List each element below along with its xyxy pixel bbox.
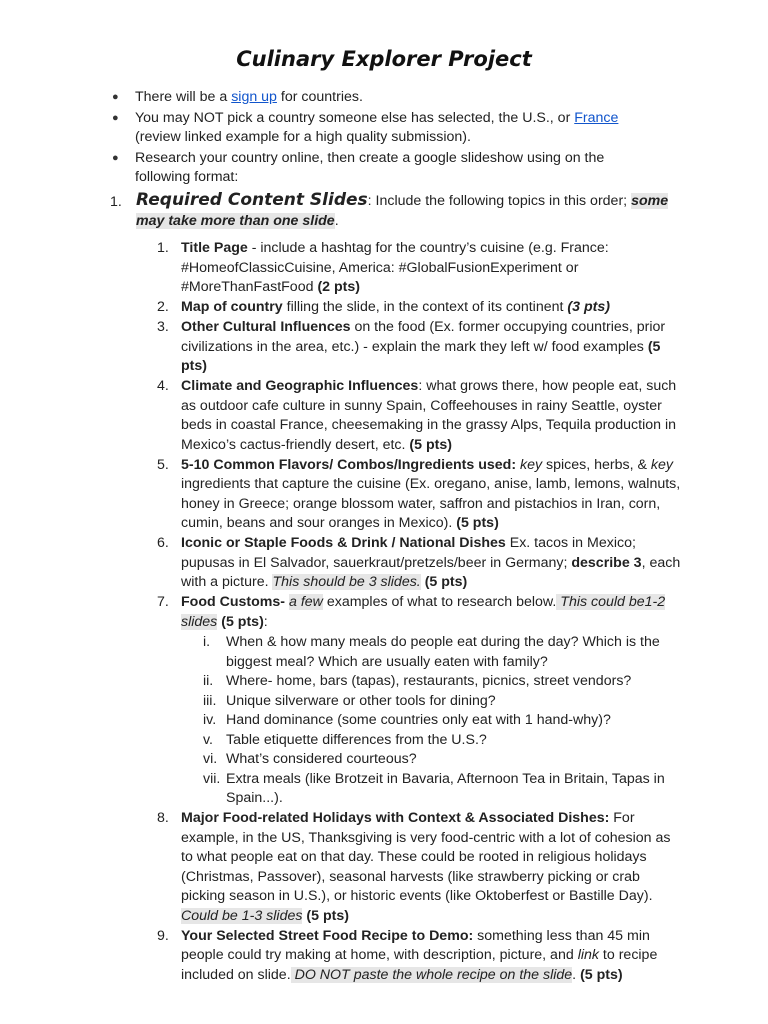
list-item: i. When & how many meals do people eat during the day? Which is the biggest meal? Which are usually eaten with family? bbox=[203, 634, 660, 670]
signup-link[interactable]: sign up bbox=[231, 89, 277, 105]
list-item: 1. Title Page - include a hashtag for the country’s cuisine (e.g. France: #HomeofClassicCuisine, America: #GlobalFusionExperiment or #MoreThanFastFood (2 pts) bbox=[157, 240, 609, 295]
list-item: 9. Your Selected Street Food Recipe to Demo: something less than 45 min people could try making at home, with description, picture, and link to recipe included on slide. DO NOT paste the whole recipe on the slide. (5 pts) bbox=[157, 927, 658, 983]
section-number: 1. bbox=[110, 194, 122, 210]
france-example-link[interactable]: France bbox=[574, 109, 619, 126]
list-item: v. Table etiquette differences from the U.S.? bbox=[203, 731, 487, 748]
list-item: 7. Food Customs- a few examples of what to research below. This could be1-2 slides (5 pts): i. When & how many meals do people eat during the day? Which is the biggest meal? Which are usually eaten with family? ii. Where- home, bars (tapas), restaurants, picnics, street vendors? iii. Unique silverware or other tools for dining? iv. Hand dominance (some countries only eat with 1 hand-why)? v. Table etiquette differences from the U.S.? vi. What’s considered courteous? vii. Extra meals (like Brotzeit in Bavaria, Afternoon Tea in Britain, Tapas in Spain...). bbox=[136, 593, 681, 809]
required-content-section bbox=[0, 191, 768, 986]
list-item: 3. Other Cultural Influences on the food (Ex. former occupying countries, prior civilizations in the area, etc.) - explain the mark they left w/ food examples (5 pts) bbox=[157, 319, 666, 374]
list-item: 4. Climate and Geographic Influences: what grows there, how people eat, such as outdoor cafe culture in sunny Spain, Coffeehouses in rainy Seattle, oyster beds in coastal France, cheesemaking in the grassy Alps, Tequila production in Mexico’s cactus-friendly desert, etc. (5 pts) bbox=[157, 378, 677, 453]
bullet-research: ● Research your country online, then create a google slideshow using on the following format: bbox=[0, 149, 655, 188]
list-item: 2. Map of country filling the slide, in the context of its continent (3 pts) bbox=[157, 299, 610, 315]
food-customs-list bbox=[181, 633, 681, 809]
bullet-restriction: ● You may NOT pick a country someone else has selected, the U.S., or France (review linked example for a high quality submission). bbox=[0, 109, 655, 148]
list-item: vi. What’s considered courteous? bbox=[203, 751, 417, 767]
list-item: 5. 5-10 Common Flavors/ Combos/Ingredients used: key spices, herbs, & key ingredients that capture the cuisine (Ex. oregano, anise, lamb, lemons, walnuts, honey in Greece; orange blossom water, saffron and pistachios in Iran, corn, cumin, beans and sour oranges in Mexico). (5 pts) bbox=[157, 456, 681, 531]
content-slide-list bbox=[136, 239, 681, 985]
list-item: iv. Hand dominance (some countries only eat with 1 hand-why)? bbox=[203, 712, 611, 728]
list-item: 6. Iconic or Staple Foods & Drink / National Dishes Ex. tacos in Mexico; pupusas in El Salvador, sauerkraut/pretzels/beer in Germany; describe 3, each with a picture. This should be 3 slides. (5 pts) bbox=[157, 535, 681, 590]
list-item: vii. Extra meals (like Brotzeit in Bavaria, Afternoon Tea in Britain, Tapas in Spain...). bbox=[203, 770, 665, 806]
section-emphasis: some may take more than one slide bbox=[136, 193, 669, 229]
page-title: Culinary Explorer Project bbox=[236, 47, 532, 71]
list-item: iii. Unique silverware or other tools for dining? bbox=[203, 692, 496, 709]
section-heading: Required Content Slides: Include the following topics in this order; some may take more than one slide. bbox=[136, 190, 669, 229]
list-item: ii. Where- home, bars (tapas), restaurants, picnics, street vendors? bbox=[203, 673, 632, 689]
list-item: 8. Major Food-related Holidays with Context & Associated Dishes: For example, in the US, Thanksgiving is very food-centric with a lot of cohesion as to what people eat on that day. These could be rooted in religious holidays (Christmas, Passover), seasonal harvests (like strawberry picking or crab picking season in U.S.), or historic events (like Oktoberfest or Bastille Day). Could be 1-3 slides (5 pts) bbox=[157, 810, 671, 924]
bullet-signup: ● There will be a sign up for countries. bbox=[0, 88, 655, 108]
intro-bullets bbox=[0, 88, 768, 189]
section-heading-title: Required Content Slides bbox=[136, 190, 368, 210]
